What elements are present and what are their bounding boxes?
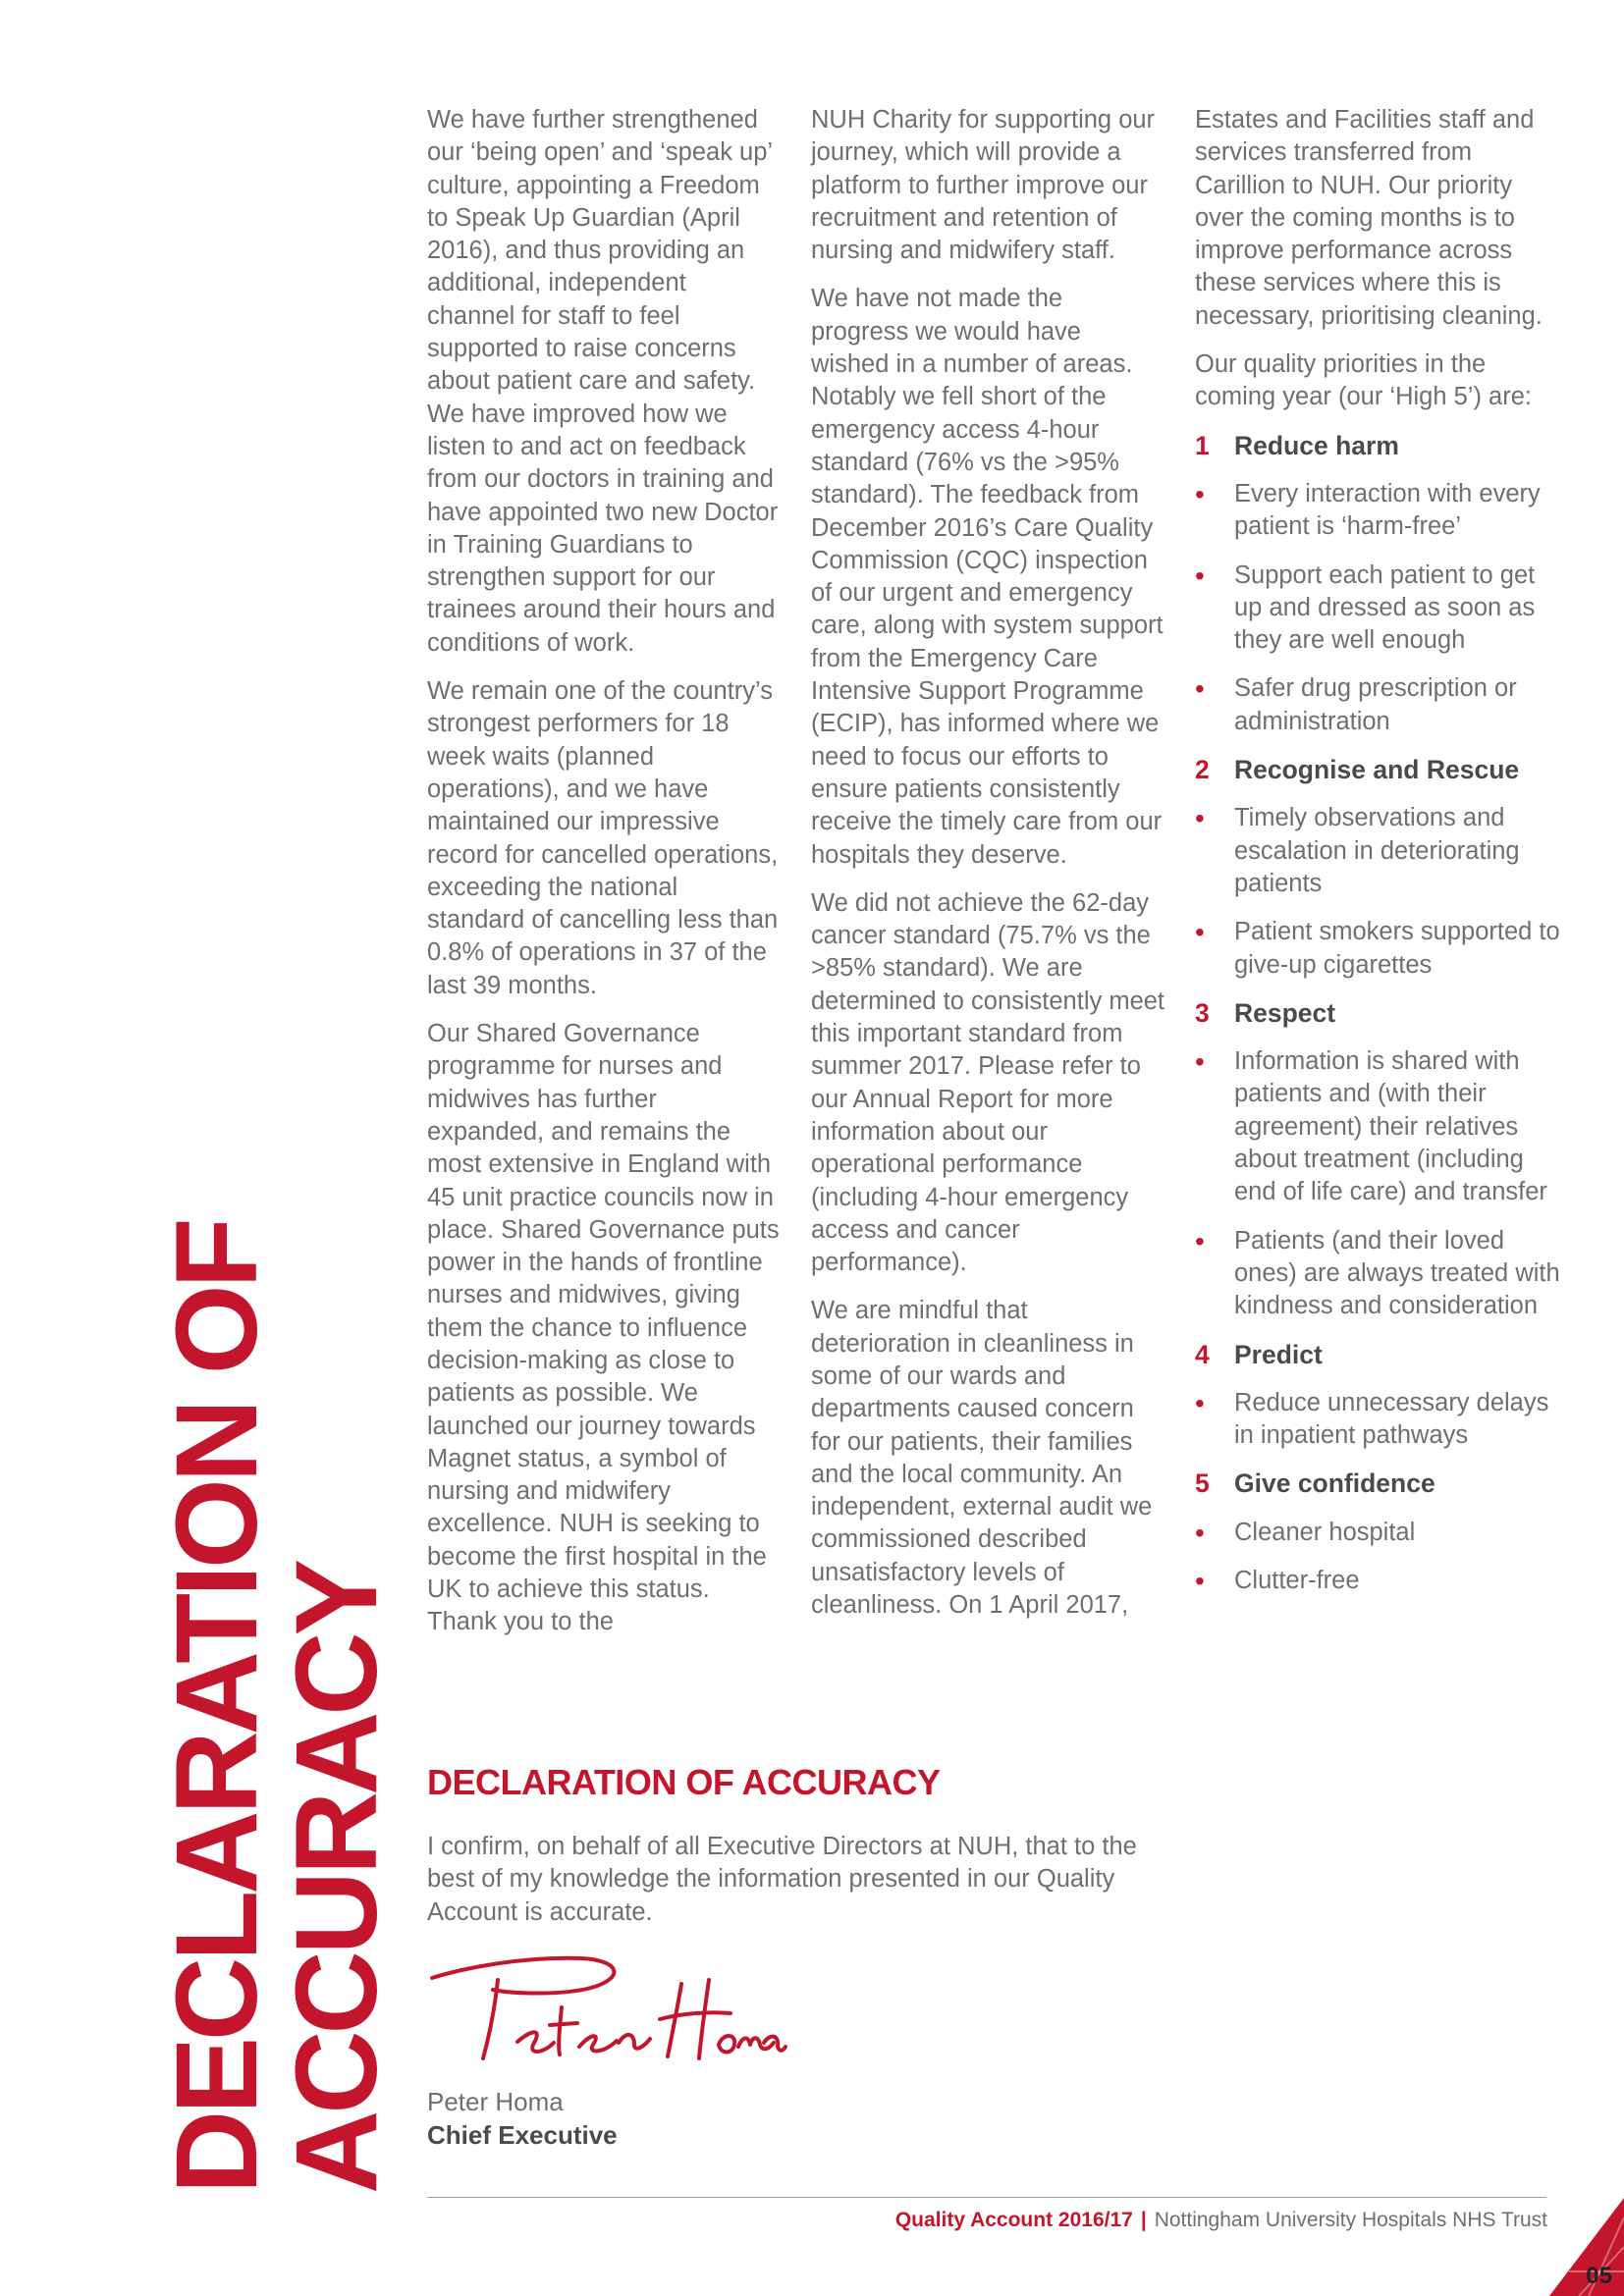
- side-title: [152, 1045, 403, 2194]
- bullet-text: Information is shared with patients and (with their agreement) their relatives about treatment (including end of life care) and transfer: [1234, 1047, 1547, 1206]
- signatory-role: Chief Executive: [427, 2120, 618, 2150]
- priority-title: Predict: [1234, 1339, 1323, 1369]
- priority-title: Reduce harm: [1234, 430, 1399, 460]
- col2-para-4: We are mindful that deterioration in cleanliness in some of our wards and departments caused concern for our patients, their families and the local community. An independent, external audit we commissioned described unsatisfactory levels of cleanliness. On 1 April 2017,: [811, 1297, 1153, 1620]
- col2-para-1: NUH Charity for supporting our journey, which will provide a platform to further improve our recruitment and retention of nursing and midwifery staff.: [811, 106, 1156, 265]
- bullet-icon: •: [1195, 1517, 1205, 1548]
- priority-title: Give confidence: [1234, 1468, 1435, 1499]
- footer-trust-name: Nottingham University Hospitals NHS Trust: [1154, 2209, 1547, 2231]
- priority-bullet: [1195, 672, 1563, 738]
- col3-para-2: Our quality priorities in the coming year (our ‘High 5’) are:: [1195, 350, 1532, 411]
- priority-bullet: [1195, 1045, 1563, 1208]
- footer: [895, 2207, 1547, 2234]
- column-2: [811, 104, 1164, 1637]
- priority-number: 1: [1195, 430, 1210, 460]
- priority-heading: [1195, 754, 1563, 786]
- priority-bullet: [1195, 1225, 1563, 1323]
- priority-bullet: [1195, 1387, 1563, 1453]
- priority-number: 5: [1195, 1468, 1210, 1499]
- page-number: 05: [1586, 2263, 1612, 2289]
- bullet-text: Support each patient to get up and dressed as soon as they are well enough: [1234, 561, 1536, 655]
- priority-bullet: [1195, 802, 1563, 900]
- footer-separator: |: [1140, 2209, 1147, 2231]
- signatory-name: Peter Homa: [427, 2087, 564, 2116]
- declaration-section: [427, 1760, 1183, 1929]
- col2-para-2: We have not made the progress we would have wished in a number of areas. Notably we fell short of the emergency access 4-hour standard (76% vs the >95% standard). The feedback from December 2016’s Care Quality Commission (CQC) inspection of our urgent and emergency care, along with system support from the Emergency Care Intensive Support Programme (ECIP), has informed where we need to focus our efforts to ensure patients consistently receive the timely care from our hospitals they deserve.: [811, 285, 1164, 869]
- col3-para-1: Estates and Facilities staff and services transferred from Carillion to NUH. Our priority over the coming months is to improve performance across these services where this is necessary, prioritising cleaning.: [1195, 106, 1543, 330]
- col1-para-3: Our Shared Governance programme for nurses and midwives has further expanded, and remains the most extensive in England with 45 unit practice councils now in place. Shared Governance puts power in the hands of frontline nurses and midwives, giving them the chance to influence decision-making as close to patients as possible. We launched our journey towards Magnet status, a symbol of nursing and midwifery excellence. NUH is seeking to become the first hospital in the UK to achieve this status. Thank you to the: [427, 1020, 780, 1636]
- bullet-icon: •: [1195, 673, 1205, 705]
- priority-heading: [1195, 997, 1563, 1030]
- priority-bullet: [1195, 916, 1563, 982]
- bullet-text: Timely observations and escalation in deteriorating patients: [1234, 804, 1520, 897]
- side-title-line-2: ACCURACY: [272, 1562, 402, 2194]
- bullet-icon: •: [1195, 560, 1205, 591]
- priority-title: Respect: [1234, 997, 1336, 1028]
- priority-number: 2: [1195, 755, 1210, 785]
- priority-title: Recognise and Rescue: [1234, 755, 1520, 785]
- priority-heading: [1195, 430, 1563, 462]
- footer-report-title: Quality Account 2016/17: [894, 2209, 1133, 2231]
- priority-bullet: [1195, 1517, 1563, 1549]
- priority-number: 4: [1195, 1339, 1210, 1369]
- bullet-text: Safer drug prescription or administration: [1234, 674, 1517, 735]
- side-title-line-1: DECLARATION OF: [152, 1221, 282, 2194]
- priority-bullet: [1195, 478, 1563, 544]
- column-3: [1195, 104, 1563, 1613]
- priority-number: 3: [1195, 997, 1210, 1028]
- bullet-icon: •: [1195, 478, 1205, 509]
- bullet-text: Clutter-free: [1234, 1566, 1360, 1594]
- bullet-icon: •: [1195, 1225, 1205, 1256]
- bullet-icon: •: [1195, 1046, 1205, 1078]
- declaration-heading: DECLARATION OF ACCURACY: [427, 1762, 941, 1802]
- signature-image: [424, 1949, 787, 2081]
- priority-heading: [1195, 1339, 1563, 1371]
- bullet-icon: •: [1195, 1565, 1205, 1596]
- priority-bullet: [1195, 1565, 1563, 1597]
- declaration-text: I confirm, on behalf of all Executive Directors at NUH, that to the best of my knowledge the information presented in our Quality Account is accurate.: [427, 1833, 1137, 1926]
- bullet-text: Reduce unnecessary delays in inpatient pathways: [1234, 1388, 1549, 1450]
- bullet-text: Cleaner hospital: [1234, 1518, 1416, 1546]
- bullet-icon: •: [1195, 803, 1205, 834]
- bullet-text: Patient smokers supported to give-up cigarettes: [1234, 918, 1560, 979]
- col1-para-1: We have further strengthened our ‘being open’ and ‘speak up’ culture, appointing a Freedom to Speak Up Guardian (April 2016), and thus providing an additional, independent channel for staff to feel supported to raise concerns about patient care and safety. We have improved how we listen to and act on feedback from our doctors in training and have appointed two new Doctor in Training Guardians to strengthen support for our trainees around their hours and conditions of work.: [427, 106, 779, 657]
- footer-divider: [427, 2197, 1546, 2198]
- bullet-text: Patients (and their loved ones) are always treated with kindness and consideration: [1234, 1226, 1560, 1320]
- priority-bullet: [1195, 560, 1563, 658]
- bullet-icon: •: [1195, 917, 1205, 948]
- col2-para-3: We did not achieve the 62-day cancer standard (75.7% vs the >85% standard). We are determined to consistently meet this important standard from summer 2017. Please refer to our Annual Report for more information about our operational performance (including 4-hour emergency access and cancer performance).: [811, 888, 1165, 1277]
- column-1: [427, 104, 781, 1655]
- bullet-text: Every interaction with every patient is ‘harm-free’: [1234, 479, 1541, 541]
- priority-heading: [1195, 1468, 1563, 1500]
- bullet-icon: •: [1195, 1387, 1205, 1418]
- col1-para-2: We remain one of the country’s strongest performers for 18 week waits (planned operations), and we have maintained our impressive record for cancelled operations, exceeding the national standard of cancelling less than 0.8% of operations in 37 of the last 39 months.: [427, 677, 779, 999]
